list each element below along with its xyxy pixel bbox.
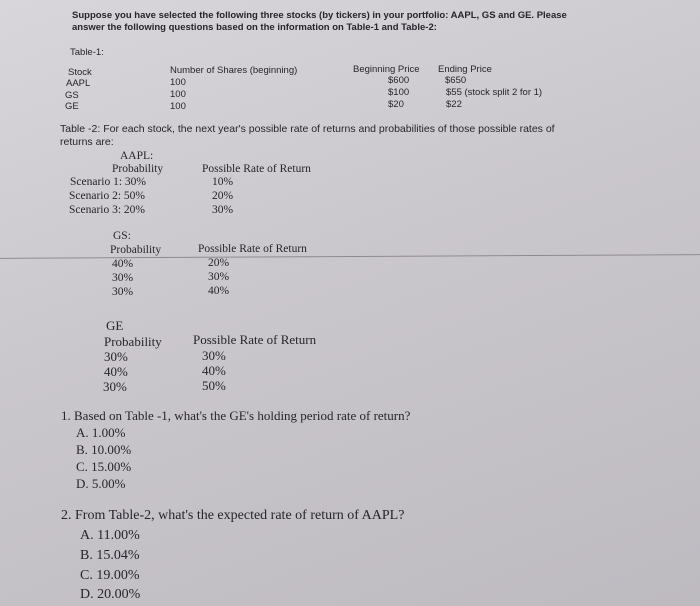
option-c: C. 19.00%	[80, 568, 140, 583]
cell: 100	[170, 77, 186, 88]
option-c: C. 15.00%	[76, 459, 132, 474]
cell: 30%	[112, 272, 134, 284]
cell: 30%	[212, 204, 234, 216]
cell: 40%	[202, 363, 226, 378]
option-a: A. 1.00%	[76, 425, 126, 440]
probability-header: Probability	[104, 334, 162, 349]
cell: $600	[388, 75, 410, 86]
header-stock: Stock	[68, 67, 92, 78]
table1-title: Table-1:	[70, 47, 104, 58]
header-end-price: Ending Price	[438, 64, 492, 75]
question-text: 2. From Table-2, what's the expected rate of return of AAPL?	[61, 508, 405, 523]
return-header: Possible Rate of Return	[198, 243, 307, 255]
header-begin-price: Beginning Price	[353, 64, 420, 75]
option-b: B. 15.04%	[80, 548, 140, 563]
cell: $55 (stock split 2 for 1)	[446, 87, 543, 98]
cell: 40%	[112, 258, 134, 270]
probability-header: Probability	[112, 163, 164, 175]
gs-label: GS:	[113, 230, 131, 242]
ge-label: GE	[106, 318, 124, 333]
question-text: 1. Based on Table -1, what's the GE's holding period rate of return?	[61, 408, 411, 423]
probability-header: Probability	[110, 244, 162, 256]
cell: Scenario 3: 20%	[69, 204, 146, 216]
cell: GE	[65, 101, 79, 112]
return-header: Possible Rate of Return	[193, 332, 317, 347]
intro-line-2: answer the following questions based on the information on Table-1 and Table-2:	[72, 22, 437, 33]
cell: 40%	[208, 285, 230, 297]
cell: 20%	[208, 257, 230, 269]
cell: $22	[446, 99, 462, 110]
cell: 10%	[212, 176, 234, 188]
cell: $100	[388, 87, 410, 98]
table2-title-2: returns are:	[60, 136, 114, 148]
aapl-label: AAPL:	[120, 150, 154, 162]
table2-title-1: Table -2: For each stock, the next year's possible rate of returns and probabilities of those possible rates of	[60, 123, 555, 135]
cell: 100	[170, 101, 186, 112]
cell: 100	[170, 89, 186, 100]
cell: Scenario 1: 30%	[70, 176, 147, 188]
cell: AAPL	[66, 78, 91, 89]
cell: 30%	[104, 349, 128, 364]
option-d: D. 20.00%	[80, 587, 141, 602]
cell: 30%	[112, 286, 134, 298]
cell: GS	[65, 90, 79, 101]
cell: 40%	[104, 364, 128, 379]
cell: Scenario 2: 50%	[69, 190, 146, 202]
fold-line	[0, 254, 700, 259]
cell: 30%	[208, 271, 230, 283]
cell: 30%	[202, 348, 226, 363]
cell: $20	[388, 99, 404, 110]
cell: 50%	[202, 378, 226, 393]
cell: 20%	[212, 190, 234, 202]
option-b: B. 10.00%	[76, 442, 132, 457]
cell: $650	[445, 75, 467, 86]
intro-line-1: Suppose you have selected the following three stocks (by tickers) in your portfolio: AAPL, GS and GE. Please	[72, 10, 567, 21]
cell: 30%	[103, 379, 127, 394]
option-d: D. 5.00%	[76, 476, 126, 491]
header-shares: Number of Shares (beginning)	[170, 65, 298, 76]
option-a: A. 11.00%	[80, 528, 140, 543]
return-header: Possible Rate of Return	[202, 163, 311, 175]
